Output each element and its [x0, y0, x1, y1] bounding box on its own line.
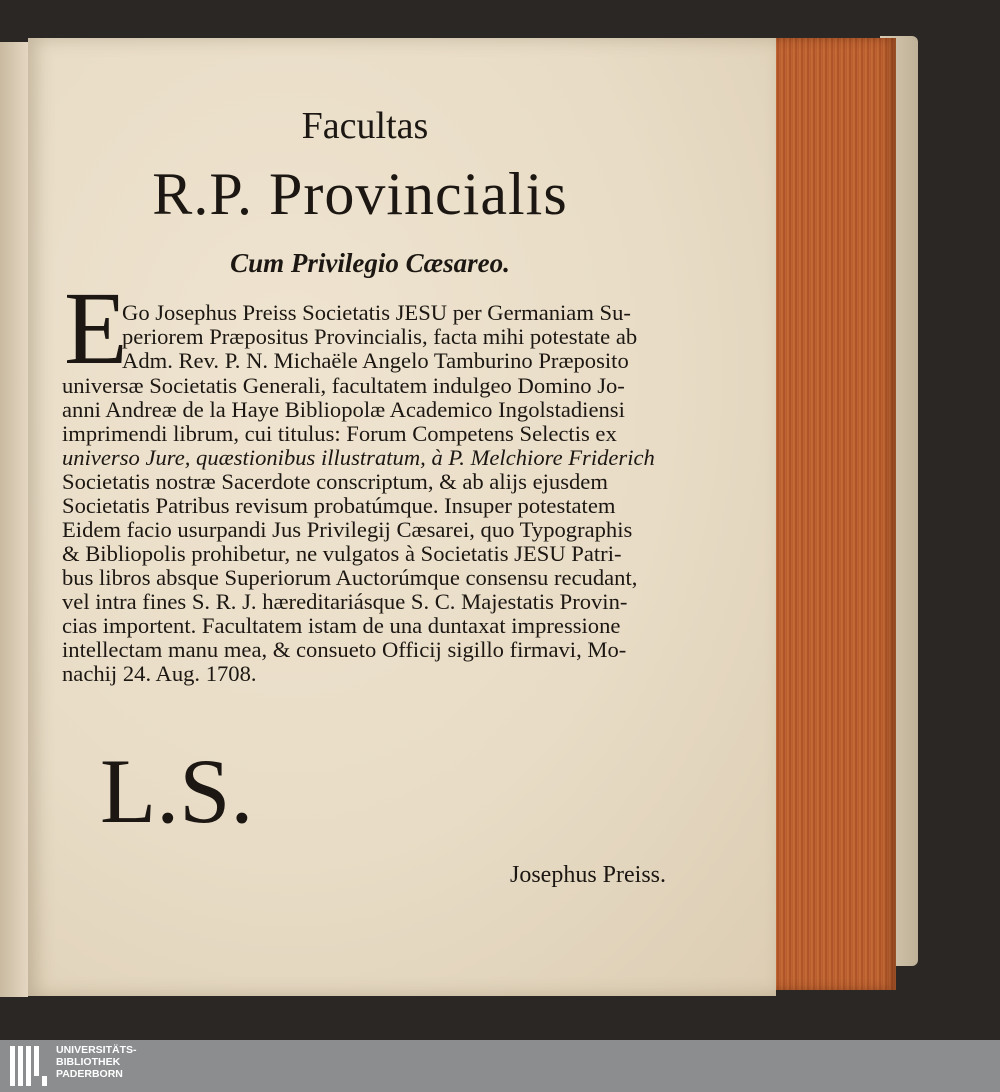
library-name-line: UNIVERSITÄTS- [56, 1044, 137, 1056]
left-page-edge [0, 42, 28, 997]
library-name [56, 1044, 137, 1080]
body-line: anni Andreæ de la Haye Bibliopolæ Academico Ingolstadiensi [62, 397, 625, 422]
footer-bar [0, 1040, 1000, 1092]
drop-cap: E [64, 271, 128, 386]
library-bars-icon [10, 1046, 50, 1086]
body-line: nachij 24. Aug. 1708. [62, 661, 257, 686]
body-line: & Bibliopolis prohibetur, ne vulgatos à Societatis JESU Patri- [62, 541, 622, 566]
body-line: periorem Præpositus Provincialis, facta mihi potestate ab [122, 324, 638, 349]
body-line: universo Jure, quæstionibus illustratum, à P. Melchiore Friderich [62, 445, 655, 470]
library-name-line: BIBLIOTHEK [56, 1056, 121, 1068]
body-line: Adm. Rev. P. N. Michaële Angelo Tamburino Præposito [122, 348, 629, 373]
page-fore-edge [768, 38, 896, 990]
library-name-line: PADERBORN [56, 1068, 123, 1080]
body-line: cias importent. Facultatem istam de una duntaxat impressione [62, 613, 621, 638]
signature: Josephus Preiss. [510, 862, 667, 888]
body-line: vel intra fines S. R. J. hæreditariásque S. C. Majestatis Provin- [62, 589, 628, 614]
locus-sigilli: L.S. [100, 740, 254, 842]
body-line: Eidem facio usurpandi Jus Privilegij Cæsarei, quo Typographis [62, 517, 633, 542]
title-facultas: Facultas [301, 105, 429, 147]
title-provincialis: R.P. Provincialis [152, 161, 568, 227]
body-line: universæ Societatis Generali, facultatem indulgeo Domino Jo- [62, 373, 625, 398]
body-line: Societatis Patribus revisum probatúmque. Insuper potestatem [62, 493, 616, 518]
body-line: bus libros absque Superiorum Auctorúmque consensu recudant, [62, 565, 638, 590]
body-line: Societatis nostræ Sacerdote conscriptum, & ab alijs ejusdem [62, 469, 608, 494]
body-line: Go Josephus Preiss Societatis JESU per Germaniam Su- [122, 300, 631, 325]
privilege-line: Cum Privilegio Cæsareo. [230, 248, 510, 278]
body-line: intellectam manu mea, & consueto Officij sigillo firmavi, Mo- [62, 637, 627, 662]
body-line: imprimendi librum, cui titulus: Forum Competens Selectis ex [62, 421, 617, 446]
